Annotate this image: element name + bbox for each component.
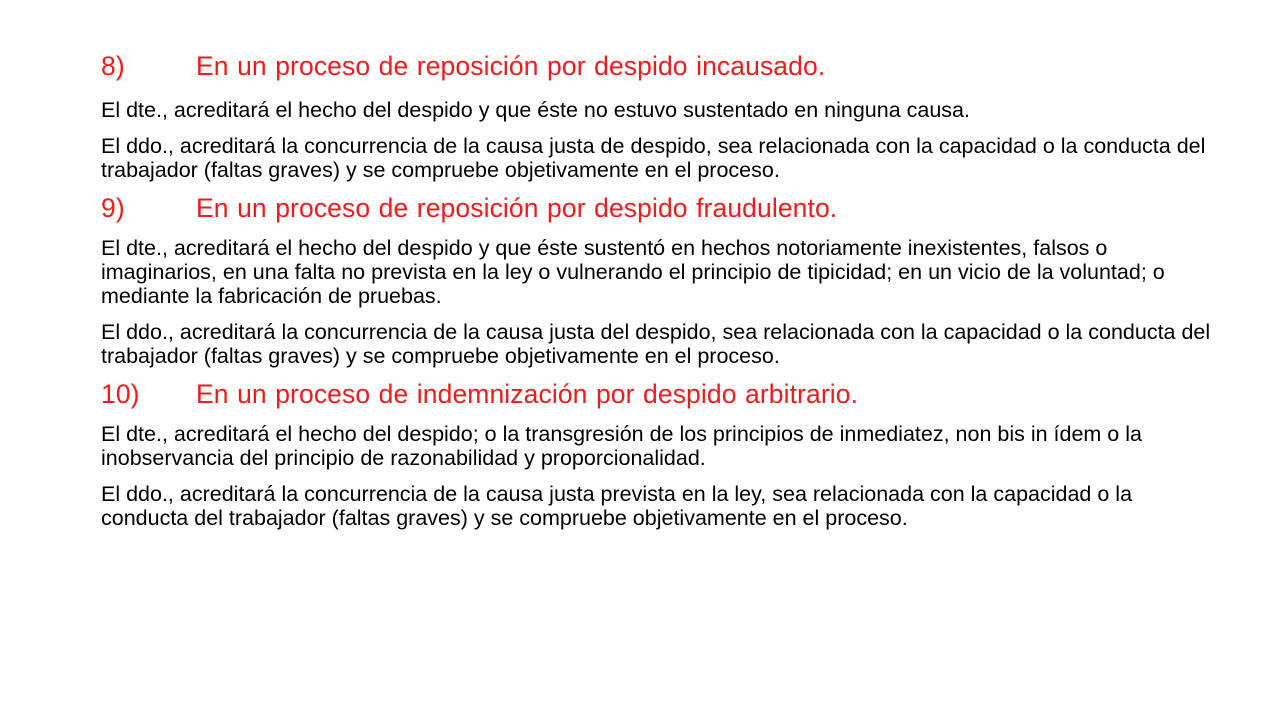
section-10-paragraph-ddo: El ddo., acreditará la concurrencia de la causa justa prevista en la ley, sea relacionada con la capacidad o la conducta del trabajador (faltas graves) y se compruebe objetivamente en el proceso. [101, 482, 1133, 530]
section-8-paragraph-dte: El dte., acreditará el hecho del despido y que éste no estuvo sustentado en ninguna causa. [101, 98, 970, 122]
section-9-paragraph-ddo: El ddo., acreditará la concurrencia de la causa justa del despido, sea relacionada con la capacidad o la conducta del trabajador (faltas graves) y se compruebe objetivamente en el proceso. [101, 320, 1211, 368]
section-8-paragraph-ddo: El ddo., acreditará la concurrencia de la causa justa de despido, sea relacionada con la capacidad o la conducta del trabajador (faltas graves) y se compruebe objetivamente en el proceso. [101, 134, 1206, 182]
section-9-title: En un proceso de reposición por despido fraudulento. [196, 193, 838, 223]
section-8-number: 8) [101, 51, 125, 81]
section-10-paragraph-dte: El dte., acreditará el hecho del despido; o la transgresión de los principios de inmediatez, non bis in ídem o la inobservancia del principio de razonabilidad y proporcionalidad. [101, 422, 1142, 470]
section-8-title: En un proceso de reposición por despido incausado. [196, 51, 826, 81]
section-10-title: En un proceso de indemnización por despido arbitrario. [196, 379, 859, 409]
section-9-number: 9) [101, 193, 125, 223]
section-9-heading [101, 192, 1221, 224]
slide-content [101, 46, 1221, 530]
section-10-number: 10) [101, 379, 140, 409]
section-10-heading [101, 378, 1221, 410]
section-8-heading [101, 50, 1221, 82]
section-9-paragraph-dte: El dte., acreditará el hecho del despido y que éste sustentó en hechos notoriamente inexistentes, falsos o imaginarios, en una falta no prevista en la ley o vulnerando el principio de tipicidad; en un vicio de la voluntad; o mediante la fabricación de pruebas. [101, 236, 1165, 308]
